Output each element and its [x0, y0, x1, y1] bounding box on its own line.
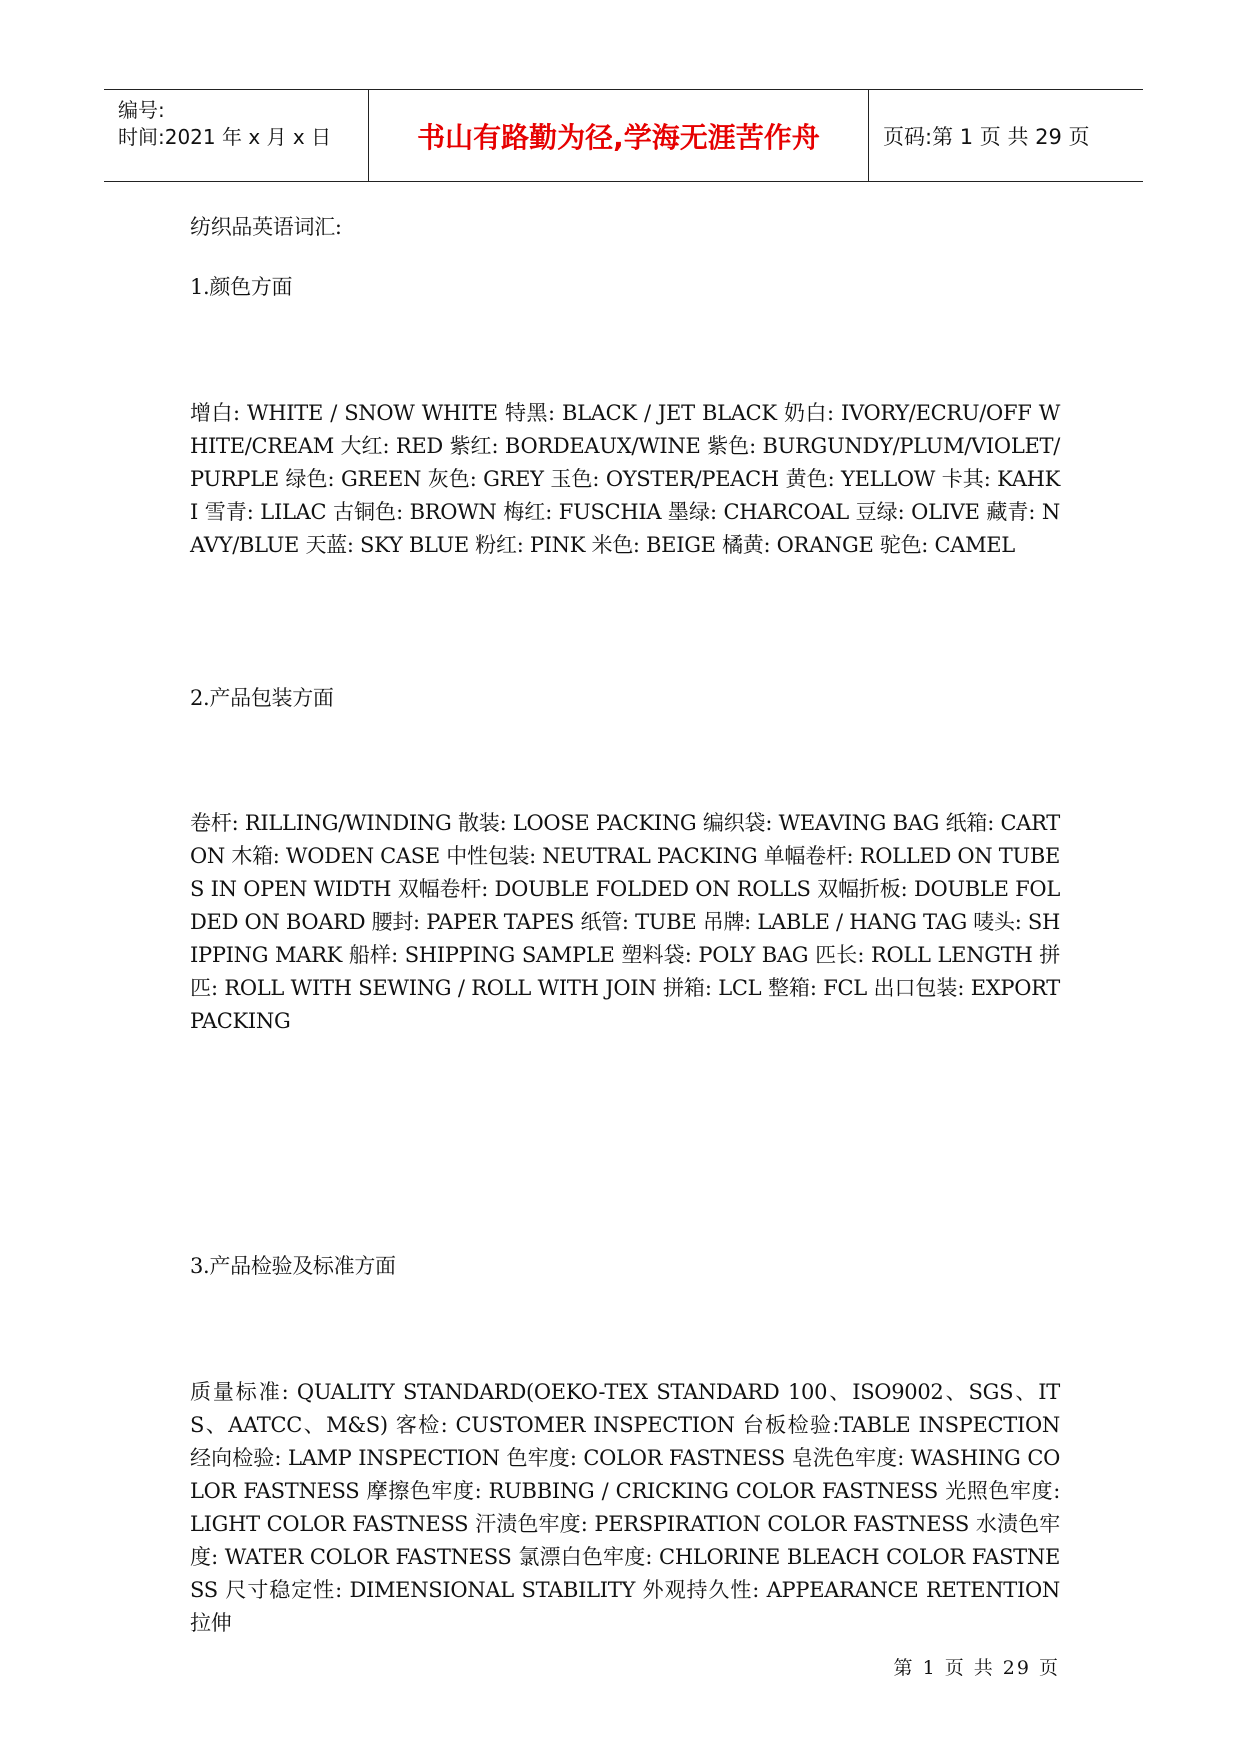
- section-text-packing: 卷杆: RILLING/WINDING 散装: LOOSE PACKING 编织袋: WEAVING BAG 纸箱: CARTON 木箱: WODEN CASE 中性包装: NEUTRAL PACKING 单幅卷杆: ROLLED ON TUBES IN OPEN WIDTH 双幅卷杆: DOUBLE FOLDED ON ROLLS 双幅折板: DOUBLE FOLDED ON BOARD 腰封: PAPER TAPES 纸管: TUBE 吊牌: LABLE / HANG TAG 唛头: SHIPPING MARK 船样: SHIPPING SAMPLE 塑料袋: POLY BAG 匹长: ROLL LENGTH 拼匹: ROLL WITH SEWING / ROLL WITH JOIN 拼箱: LCL 整箱: FCL 出口包装: EXPORT PACKING: [190, 811, 1060, 1033]
- section-heading-packing: 2.产品包装方面: [190, 686, 334, 710]
- document-time-label: 时间:2021 年 x 月 x 日: [118, 125, 332, 149]
- page-footer: 第 1 页 共 29 页: [893, 1657, 1060, 1679]
- section-heading-colors: 1.颜色方面: [190, 275, 293, 299]
- page-header: [104, 89, 1143, 182]
- header-motto: 书山有路勤为径,学海无涯苦作舟: [369, 90, 869, 181]
- document-number-label: 编号:: [118, 98, 165, 122]
- section-text-colors: 增白: WHITE / SNOW WHITE 特黑: BLACK / JET BLACK 奶白: IVORY/ECRU/OFF WHITE/CREAM 大红: RED 紫红: BORDEAUX/WINE 紫色: BURGUNDY/PLUM/VIOLET/PURPLE 绿色: GREEN 灰色: GREY 玉色: OYSTER/PEACH 黄色: YELLOW 卡其: KAHKI 雪青: LILAC 古铜色: BROWN 梅红: FUSCHIA 墨绿: CHARCOAL 豆绿: OLIVE 藏青: NAVY/BLUE 天蓝: SKY BLUE 粉红: PINK 米色: BEIGE 橘黄: ORANGE 驼色: CAMEL: [190, 401, 1060, 557]
- section-heading-inspection: 3.产品检验及标准方面: [190, 1254, 396, 1278]
- header-meta-cell: [104, 90, 369, 181]
- intro-line: 纺织品英语词汇:: [190, 215, 342, 239]
- header-page-info: 页码:第 1 页 共 29 页: [883, 124, 1090, 149]
- section-text-inspection: 质量标准: QUALITY STANDARD(OEKO-TEX STANDARD 100、ISO9002、SGS、ITS、AATCC、M&S) 客检: CUSTOMER INSPECTION 台板检验:TABLE INSPECTION 经向检验: LAMP INSPECTION 色牢度: COLOR FASTNESS 皂洗色牢度: WASHING COLOR FASTNESS 摩擦色牢度: RUBBING / CRICKING COLOR FASTNESS 光照色牢度: LIGHT COLOR FASTNESS 汗渍色牢度: PERSPIRATION COLOR FASTNESS 水渍色牢度: WATER COLOR FASTNESS 氯漂白色牢度: CHLORINE BLEACH COLOR FASTNESS 尺寸稳定性: DIMENSIONAL STABILITY 外观持久性: APPEARANCE RETENTION 拉伸: [190, 1380, 1060, 1635]
